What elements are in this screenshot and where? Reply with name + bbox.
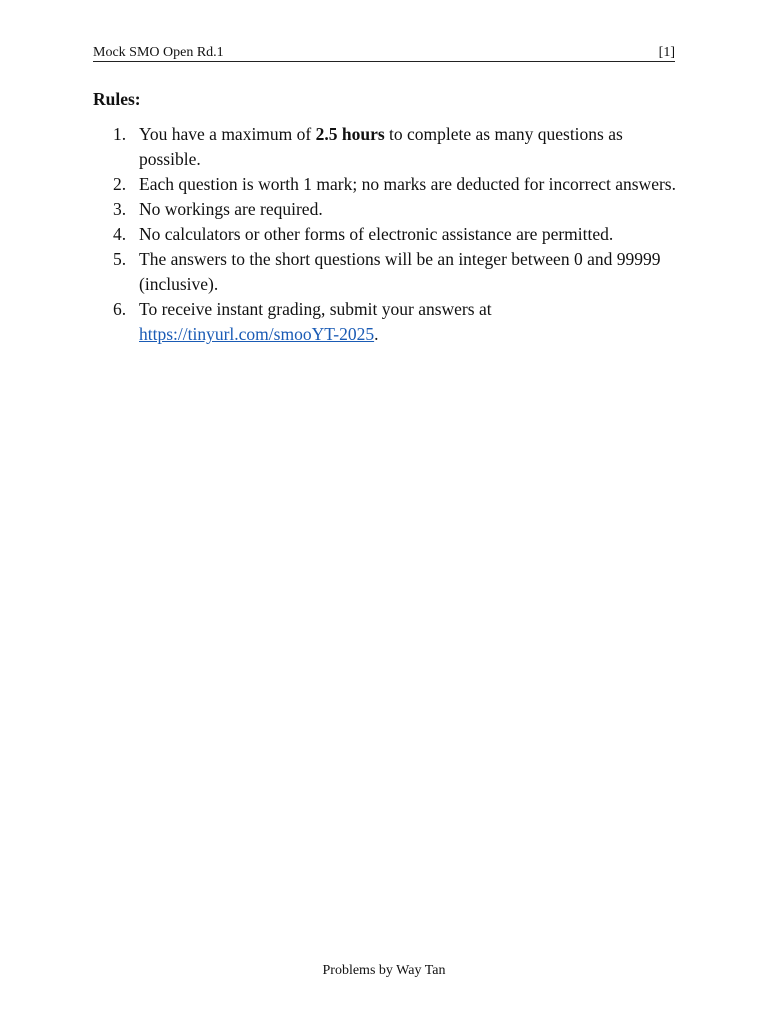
rule-number: 4. [113, 224, 127, 244]
rule-text: You have a maximum of [139, 124, 316, 144]
page-footer: Problems by Way Tan [322, 963, 446, 978]
rule-text: No workings are required. [139, 199, 323, 219]
rule-text: . [374, 324, 379, 344]
submission-link[interactable]: https://tinyurl.com/smooYT-2025 [139, 324, 375, 344]
rule-item-5 [113, 247, 679, 297]
rule-text: to complete as many questions as possible. [139, 124, 623, 169]
rules-list [113, 122, 679, 347]
rule-text: To receive instant grading, submit your answers at [139, 299, 492, 319]
rule-item-1 [113, 122, 679, 172]
rule-item-4 [113, 222, 679, 247]
rule-text: The answers to the short questions will be an integer between 0 and 99999 (inclusive). [139, 249, 661, 294]
rule-emphasis: 2.5 hours [315, 124, 385, 144]
rule-number: 3. [113, 199, 127, 219]
rule-text: No calculators or other forms of electronic assistance are permitted. [139, 224, 614, 244]
rules-heading: Rules: [93, 89, 141, 109]
page-header [93, 45, 675, 62]
rule-item-6 [113, 297, 679, 347]
rule-number: 5. [113, 249, 127, 269]
page-number: [1] [658, 45, 675, 60]
rule-item-2 [113, 172, 679, 197]
rule-item-3 [113, 197, 679, 222]
rule-number: 1. [113, 124, 127, 144]
rule-number: 2. [113, 174, 127, 194]
rule-number: 6. [113, 299, 127, 319]
rule-text: Each question is worth 1 mark; no marks are deducted for incorrect answers. [139, 174, 676, 194]
document-title: Mock SMO Open Rd.1 [93, 45, 224, 60]
